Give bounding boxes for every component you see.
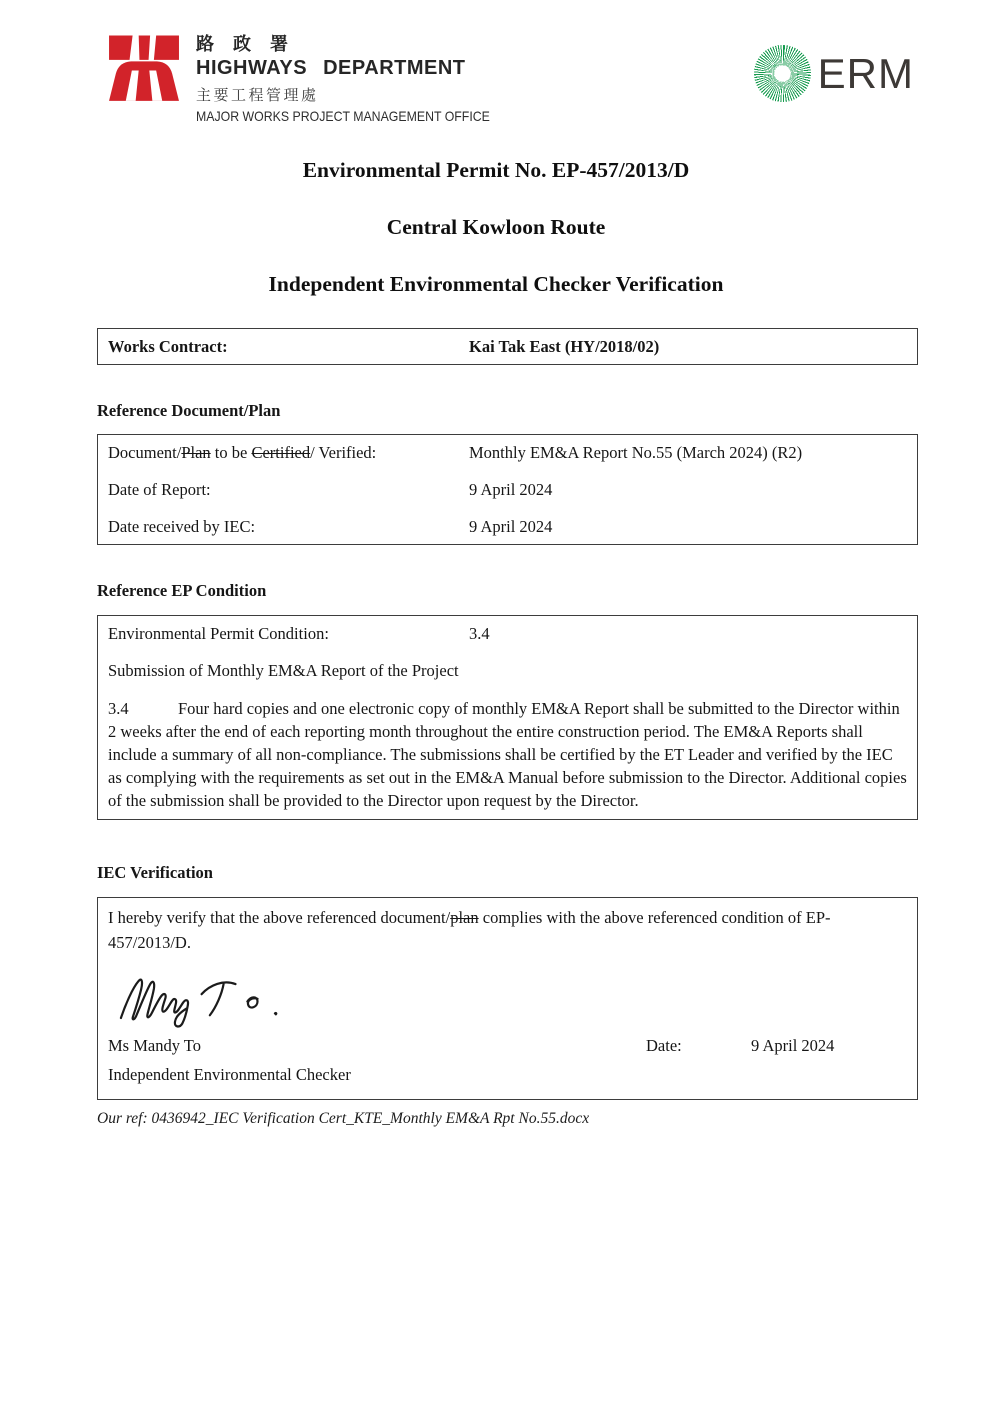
struck-word-plan-2: plan [450,908,479,927]
signatory-name: Ms Mandy To [108,1036,201,1055]
works-contract-label: Works Contract: [108,337,228,356]
office-name-chinese: 主要工程管理處 [196,87,319,104]
permit-condition-row [108,623,907,644]
title-permit-number: Environmental Permit No. EP-457/2013/D [302,158,690,182]
our-ref-line: Our ref: 0436942_IEC Verification Cert_KTE_Monthly EM&A Rpt No.55.docx [97,1110,590,1127]
signatory-row [108,1035,907,1056]
ep-condition-heading: Reference EP Condition [97,581,267,600]
title-project-name: Central Kowloon Route [386,215,606,239]
title-document-type: Independent Environmental Checker Verification [268,272,724,296]
label-suffix: / Verified: [310,443,377,462]
date-label: Date: [646,1036,682,1055]
statement-prefix: I hereby verify that the above referenced document/ [108,908,451,927]
highways-department-emblem-icon [106,28,182,110]
date-of-report-label: Date of Report: [108,480,211,499]
dept-name-chinese: 路 政 署 [196,34,296,54]
dept-name-english: HIGHWAYS DEPARTMENT [196,57,466,79]
date-of-report-row [108,479,907,500]
ep-condition-box [97,615,918,820]
erm-wordmark: ERM [817,49,914,97]
ep-condition-subheading: Submission of Monthly EM&A Report of the Project [108,661,459,680]
label-middle: to be [210,443,252,462]
label-prefix: Document/ [108,443,182,462]
document-to-be-verified-label [108,442,469,463]
document-body [0,328,992,1128]
iec-verification-heading: IEC Verification [97,863,213,882]
clause-text: Four hard copies and one electronic copy of monthly EM&A Report shall be submitted to the Director within 2 weeks after the end of each reporting month throughout the entire construction period. The EM&A Reports shall include a summary of all non-compliance. The submissions shall be certified by the ET Leader and verified by the IEC as complying with the requirements as set out in the EM&A Manual before submission to the Director. Additional copies of the submission shall be provided to the Director upon request by the Director. [108,699,907,810]
erm-starburst-icon [754,45,811,102]
works-contract-box [97,328,918,365]
date-of-report-value: 9 April 2024 [469,480,553,499]
permit-condition-value: 3.4 [469,624,490,643]
date-value: 9 April 2024 [751,1036,835,1055]
title-block [0,157,992,297]
iec-verification-box [97,897,918,1100]
handwritten-signature-icon [110,963,907,1029]
date-received-row [108,516,907,537]
ep-condition-clause [108,697,907,812]
works-contract-value: Kai Tak East (HY/2018/02) [469,337,660,356]
highways-department-logo-block [106,28,530,124]
page-header [0,0,992,124]
erm-logo [754,45,914,102]
struck-word-certified: Certified [251,443,311,462]
statement-suffix: complies with the above referenced condition of EP-457/2013/D. [108,908,831,952]
office-name-english: MAJOR WORKS PROJECT MANAGEMENT OFFICE [196,108,490,124]
reference-document-heading: Reference Document/Plan [97,401,281,420]
permit-condition-label: Environmental Permit Condition: [108,624,329,643]
clause-number: 3.4 [108,699,129,718]
reference-document-box [97,434,918,545]
document-to-be-verified-value: Monthly EM&A Report No.55 (March 2024) (R2) [469,443,803,462]
works-contract-row [108,336,907,357]
signatory-title: Independent Environmental Checker [108,1065,351,1084]
department-name-block [196,28,530,124]
date-received-value: 9 April 2024 [469,517,553,536]
verification-statement [108,905,907,955]
date-received-label: Date received by IEC: [108,517,256,536]
document-to-be-verified-row [108,442,907,463]
struck-word-plan: Plan [181,443,211,462]
